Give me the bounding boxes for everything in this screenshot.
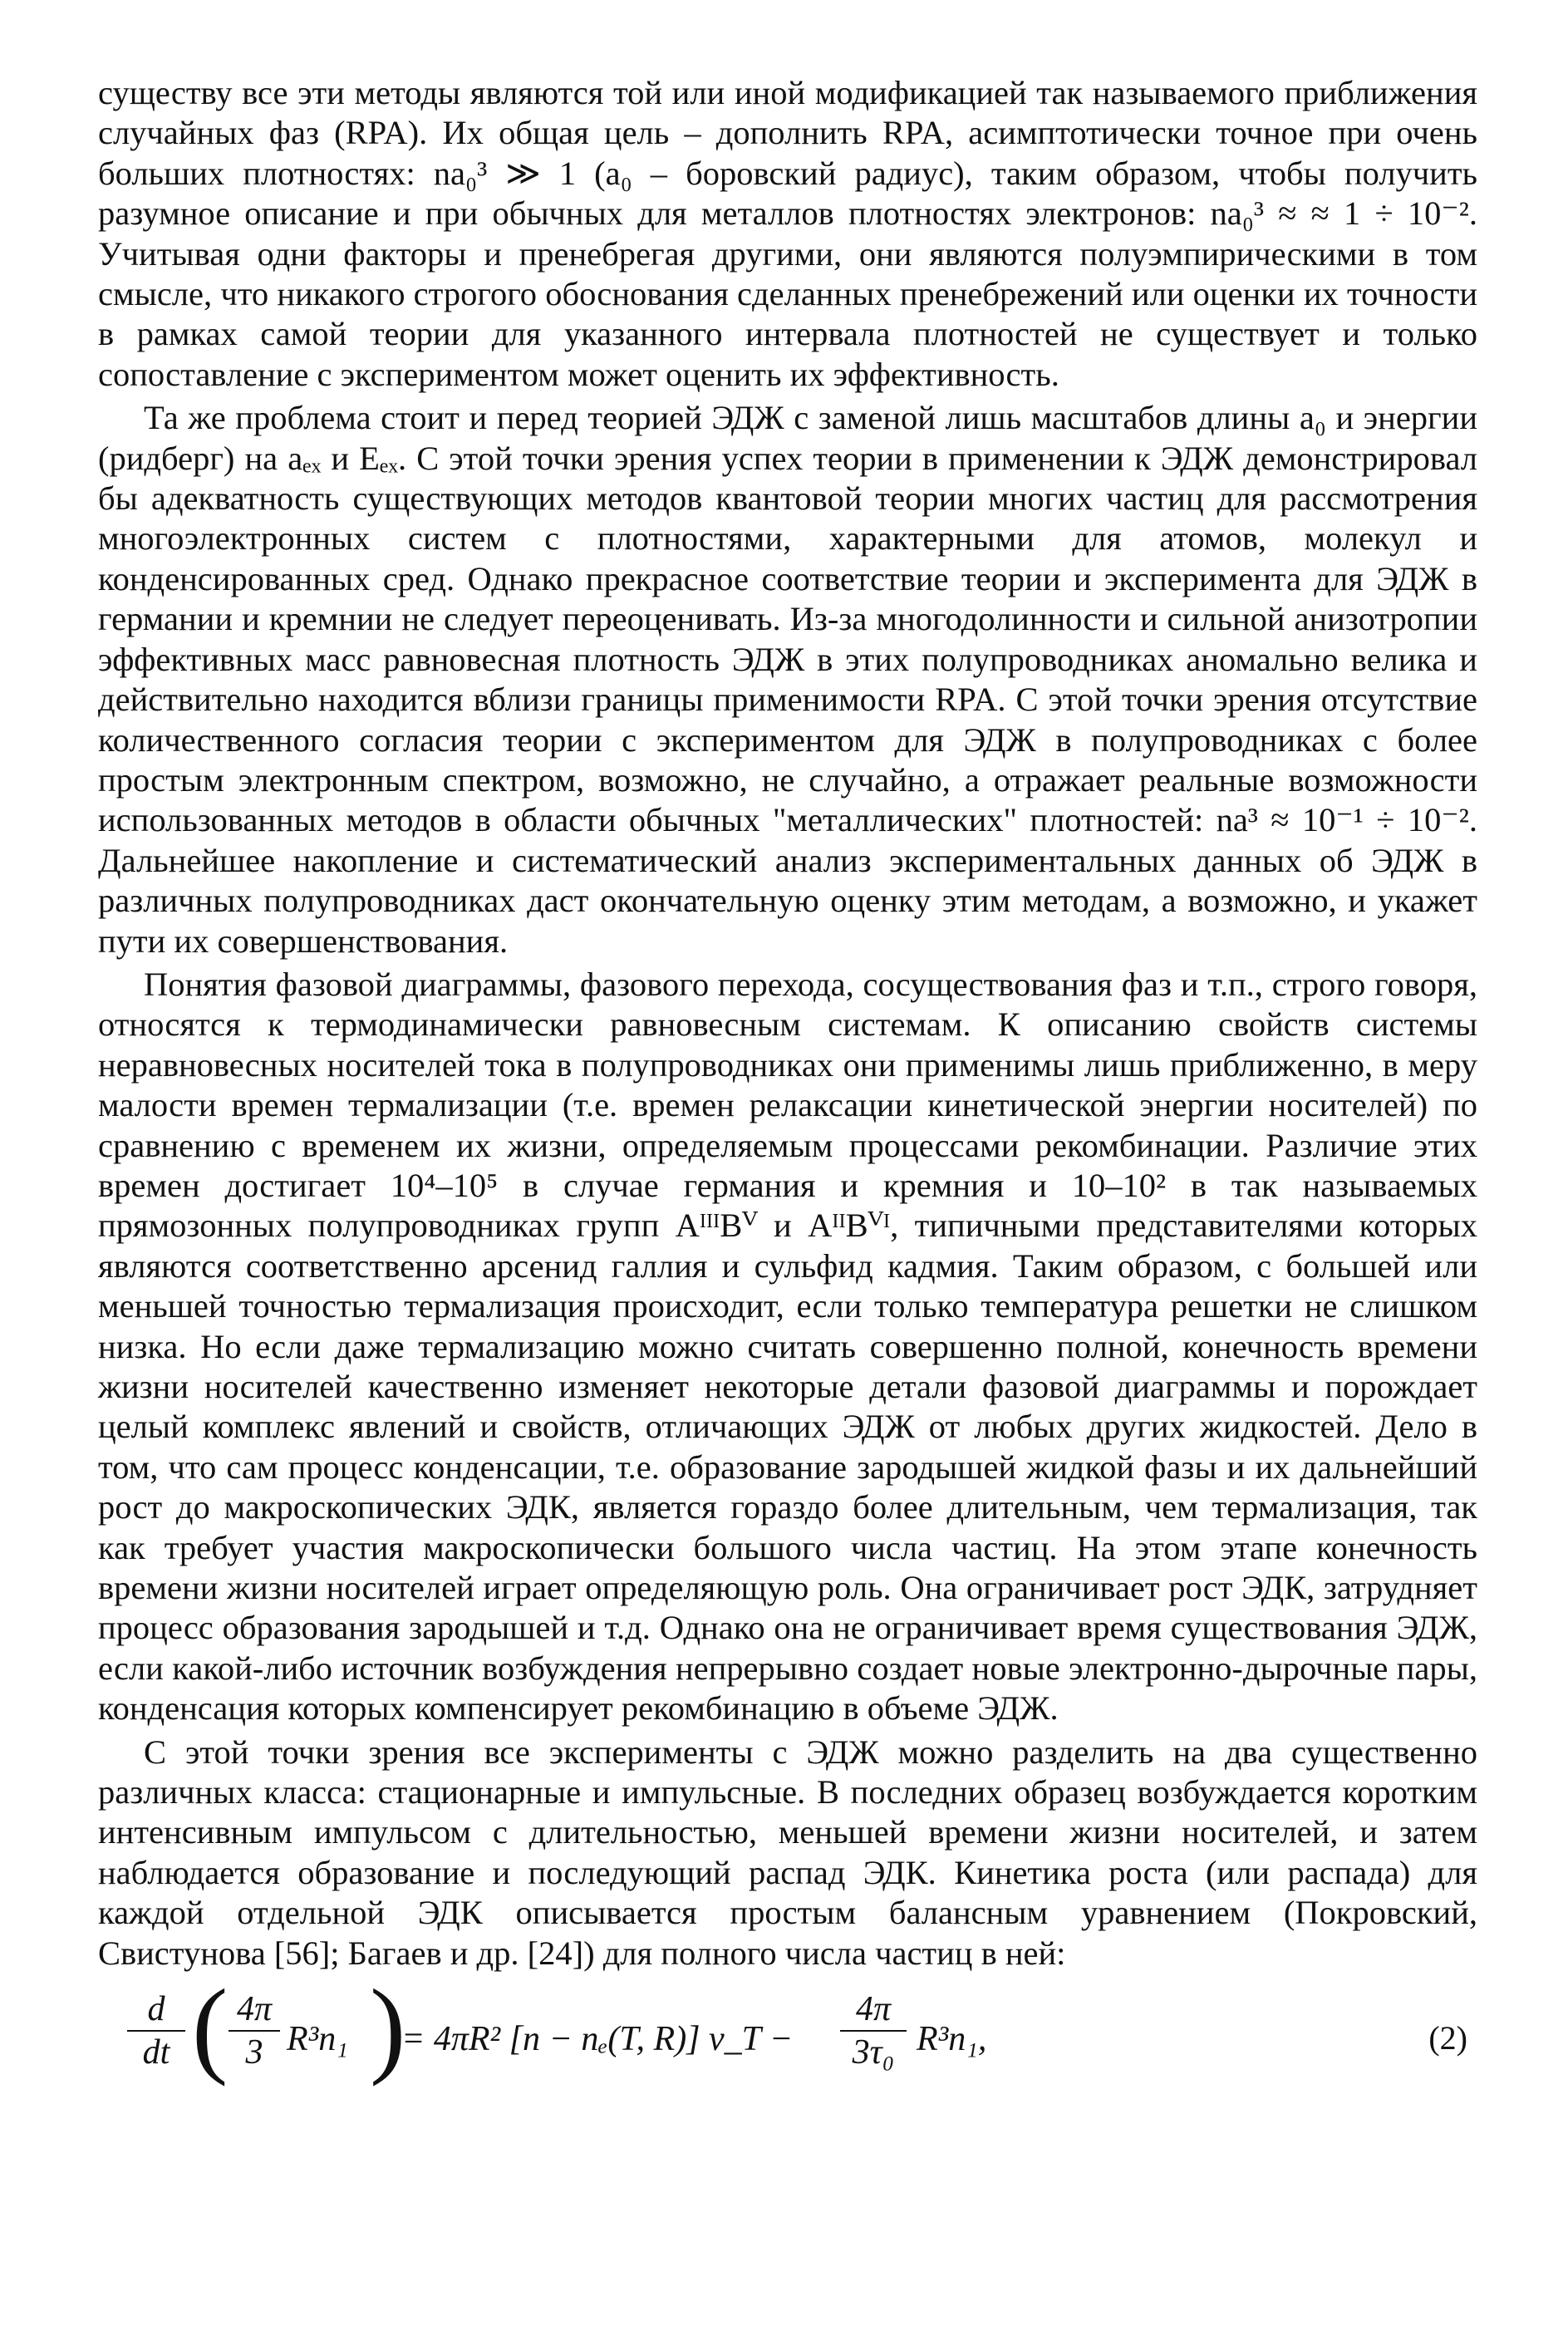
page-content [98,73,1477,2110]
derivative-denominator: dt [142,2033,170,2072]
term-r3n-final: R³n₁, [917,2020,987,2059]
volume-fraction-numerator: 4π [229,1992,280,2032]
equation-number: (2) [1428,2019,1467,2057]
term-r3n: R³n₁ [287,2020,348,2059]
rhs-expression: = 4πR² [n − nₑ(T, R)] v_T − [401,2020,794,2059]
paragraph-1: существу все эти методы являются той или иной модификацией так называемого приближения случайных фаз (RPA). Их общая цель – дополнить RPA, асимптотически точное при очень больших плотностях: na₀³ ≫ 1 (a₀ – боровский радиус), таким образом, чтобы получить разумное описание и при обычных для металлов плотностях электронов: na₀³ ≈ ≈ 1 ÷ 10⁻². Учитывая одни факторы и пренебрегая другими, они являются полуэмпирическими в том смысле, что никакого строгого обоснования сделанных пренебрежений или оценки их точности в рамках самой теории для указанного интервала плотностей не существует и только сопоставление с экспериментом может оценить их эффективность. [98,74,1477,393]
volume-fraction [229,1992,280,2070]
derivative-fraction [127,1992,185,2070]
recombination-denominator: 3τ₀ [852,2033,895,2072]
right-paren: ) [370,1968,406,2088]
derivative-numerator: d [127,1992,185,2032]
equation-2 [98,1968,1477,2110]
paragraph-2: Та же проблема стоит и перед теорией ЭДЖ с заменой лишь масштабов длины a₀ и энергии (ридберг) на aₑₓ и Eₑₓ. С этой точки эрения успех теории в применении к ЭДЖ демонстрировал бы адекватность существующих методов квантовой теории многих частиц для рассмотрения многоэлектронных систем с плотностями, характерными для атомов, молекул и конденсированных сред. Однако прекрасное соответствие теории и эксперимента для ЭДЖ в германии и кремнии не следует переоценивать. Из-за многодолинности и сильной анизотропии эффективных масс равновесная плотность ЭДЖ в этих полупроводниках аномально велика и действительно находится вблизи границы применимости RPA. С этой точки эрения отсутствие количественного согласия теории с экспериментом для ЭДЖ в полупроводниках с более простым электронным спектром, возможно, не случайно, а отражает реальные возможности использованных методов в области обычных "металлических" плотностей: na³ ≈ 10⁻¹ ÷ 10⁻². Дальнейшее накопление и систематический анализ экспериментальных данных об ЭДЖ в различных полупроводниках даст окончательную оценку этим методам, а возможно, и укажет пути их совершенствования. [98,399,1477,960]
equation-body [127,1968,1390,2110]
volume-fraction-denominator: 3 [245,2033,263,2072]
recombination-numerator: 4π [840,1992,907,2032]
recombination-fraction [840,1992,907,2070]
paragraph-4: С этой точки зрения все эксперименты с ЭДЖ можно разделить на два существенно различных класса: стационарные и импульсные. В последних образец возбуждается коротким интенсивным импульсом с длительностью, меньшей времени жизни носителей, и затем наблюдается образование и последующий распад ЭДК. Кинетика роста (или распада) для каждой отдельной ЭДК описывается простым балансным уравнением (Покровский, Свистунова [56]; Багаев и др. [24]) для полного числа частиц в ней: [98,1733,1477,1972]
left-paren: ( [192,1968,229,2088]
paragraph-3: Понятия фазовой диаграммы, фазового перехода, сосуществования фаз и т.п., строго говоря, относятся к термодинамически равновесным системам. К описанию свойств системы неравновесных носителей тока в полупроводниках они применимы лишь приближенно, в меру малости времен термализации (т.е. времен релаксации кинетической энергии носителей) по сравнению с временем их жизни, определяемым процессами рекомбинации. Различие этих времен достигает 10⁴–10⁵ в случае германия и кремния и 10–10² в так называемых прямозонных полупроводниках групп AᴵᴵᴵBⱽ и AᴵᴵBⱽᴵ, типичными представителями которых являются соответственно арсенид галлия и сульфид кадмия. Таким образом, с большей или меньшей точностью термализация происходит, если только температура решетки не слишком низка. Но если даже термализацию можно считать совершенно полной, конечность времени жизни носителей качественно изменяет некоторые детали фазовой диаграммы и порождает целый комплекс явлений и свойств, отличающих ЭДЖ от любых других жидкостей. Дело в том, что сам процесс конденсации, т.е. образование зародышей жидкой фазы и их дальнейший рост до макроскопических ЭДК, является гораздо более длительным, чем термализация, так как требует участия макроскопически большого числа частиц. На этом этапе конечность времени жизни носителей играет определяющую роль. Она ограничивает рост ЭДК, затрудняет процесс образования зародышей и т.д. Однако она не ограничивает время существования ЭДЖ, если какой-либо источник возбуждения непрерывно создает новые электронно-дырочные пары, конденсация которых компенсирует рекомбинацию в объеме ЭДЖ. [98,965,1477,1728]
